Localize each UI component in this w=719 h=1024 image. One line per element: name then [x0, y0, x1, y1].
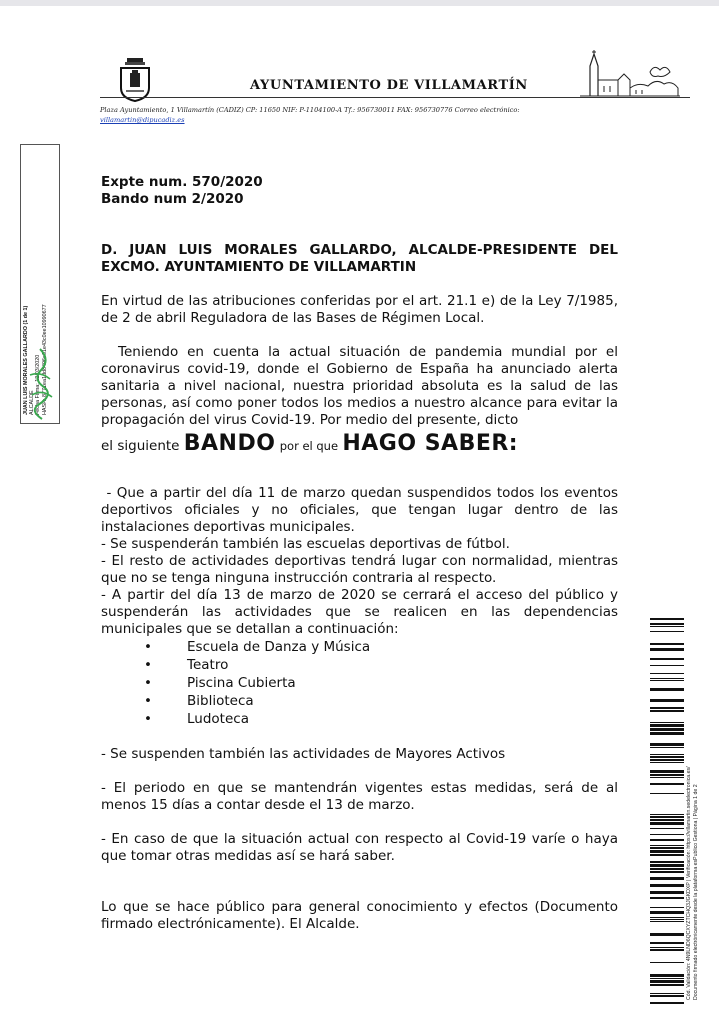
church-skyline-icon [578, 50, 682, 100]
signer-name: JUAN LUIS MORALES GALLARDO (1 de 1) [23, 305, 29, 415]
barcode-bar [650, 861, 684, 863]
facilities-list [101, 638, 618, 728]
list-item [101, 692, 618, 710]
list-item [101, 656, 618, 674]
barcode-bar [650, 724, 684, 727]
list-item [101, 710, 618, 728]
barcode-bar [650, 816, 684, 818]
expedient-number: Expte num. 570/2020 [101, 174, 263, 190]
barcode-bar [650, 839, 684, 841]
barcode-bar [650, 834, 684, 835]
barcode-bar [650, 673, 684, 674]
organization-title: AYUNTAMIENTO DE VILLAMARTÍN [250, 78, 528, 93]
barcode-bar [650, 947, 684, 948]
barcode-bar [650, 962, 684, 963]
barcode-bar [650, 732, 684, 735]
barcode-bar [650, 917, 684, 918]
barcode-bar [650, 993, 684, 994]
measure-mayores-activos: - Se suspenden también las actividades de Mayores Activos [101, 746, 506, 762]
barcode-bar [650, 980, 684, 983]
barcode-bar [650, 658, 684, 660]
bando-pre-text: el siguiente [101, 438, 180, 454]
barcode-bar [650, 643, 684, 645]
barcode-bar [650, 984, 684, 986]
validation-block [650, 618, 702, 1004]
facility-name: Biblioteca [187, 693, 254, 709]
address-line: Plaza Ayuntamiento, 1 Villamartín (CADIZ) CP: 11650 NIF: P-1104100-A Tf.: 956730011 FAX: 956730776 Correo electrónico: [100, 106, 520, 114]
barcode-bar [650, 911, 684, 914]
barcode-bar [650, 743, 684, 746]
barcode-bar [650, 728, 684, 731]
barcode-bar [650, 814, 684, 815]
barcode-bar [650, 678, 684, 679]
bullet-icon: • [144, 639, 152, 655]
barcode-bar [650, 819, 684, 821]
barcode-bar [650, 623, 684, 625]
barcode-bar [650, 850, 684, 853]
handwritten-signature-icon [24, 345, 56, 423]
barcode-bar [650, 884, 684, 887]
barcode-bar [650, 907, 684, 908]
barcode-bar [650, 1002, 684, 1004]
barcode-bar [650, 854, 684, 856]
barcode-icon [650, 618, 684, 1004]
barcode-bar [650, 822, 684, 825]
measure-updates: - En caso de que la situación actual con respecto al Covid-19 varíe o haya que tomar otras medidas así se hará saber. [101, 831, 618, 864]
barcode-bar [650, 891, 684, 894]
document-page [0, 6, 719, 1024]
closing-paragraph: Lo que se hace público para general conocimiento y efectos (Documento firmado electrónicamente). El Alcalde. [101, 899, 618, 932]
barcode-bar [650, 774, 684, 776]
barcode-bar [650, 949, 684, 951]
barcode-bar [650, 707, 684, 709]
list-item [101, 674, 618, 692]
validation-code: Cód. Validación: 4N9LND6QCXYZTCHQ3JGKDXP | Verificación: https://villamartin.sedelectronica.es/ [686, 766, 692, 1000]
barcode-bar [650, 770, 684, 773]
barcode-bar [650, 919, 684, 920]
context-paragraph: Teniendo en cuenta la actual situación de pandemia mundial por el coronavirus covid-19, donde el Gobierno de España ha anunciado alerta sanitaria a nivel nacional, nuestra prioridad absoluta es la salud de las personas, así como poner todos los medios a nuestro alcance para evitar la propagación del virus Covid-19. Por medio del presente, dicto [101, 344, 618, 428]
barcode-bar [650, 871, 684, 873]
verification-text [686, 614, 699, 1000]
measure-duration: - El periodo en que se mantendrán vigentes estas medidas, será de al menos 15 días a contar desde el 13 de marzo. [101, 780, 618, 813]
barcode-bar [650, 665, 684, 666]
barcode-bar [650, 793, 684, 794]
header-divider [100, 97, 690, 98]
bando-word: BANDO [183, 431, 276, 456]
barcode-bar [650, 974, 684, 977]
barcode-bar [650, 756, 684, 758]
mayor-heading: D. JUAN LUIS MORALES GALLARDO, ALCALDE-PRESIDENTE DEL EXCMO. AYUNTAMIENTO DE VILLAMARTIN [101, 242, 618, 275]
barcode-bar [650, 847, 684, 849]
barcode-bar [650, 648, 684, 651]
bullet-icon: • [144, 657, 152, 673]
barcode-bar [650, 897, 684, 899]
coat-of-arms-icon [118, 58, 152, 102]
facility-name: Teatro [187, 657, 229, 673]
document-body [101, 174, 623, 933]
barcode-bar [650, 680, 684, 681]
barcode-bar [650, 995, 684, 997]
barcode-bar [650, 921, 684, 922]
barcode-bar [650, 754, 684, 755]
barcode-bar [650, 722, 684, 723]
barcode-bar [650, 699, 684, 702]
barcode-bar [650, 762, 684, 763]
platform-notice: Documento firmado electrónicamente desde la plataforma esPublico Gestiona | Página 1 de 2 [692, 784, 699, 1000]
signature-stamp [20, 144, 60, 424]
measure-sports-events: - Que a partir del día 11 de marzo quedan suspendidos todos los eventos deportivos oficiales y no oficiales, que tengan lugar dentro de las instalaciones deportivas municipales. [101, 485, 623, 535]
barcode-bar [650, 618, 684, 620]
hago-saber-word: HAGO SABER: [342, 431, 519, 456]
barcode-bar [650, 777, 684, 778]
signature-hash: HASH: 8771ea1dd8496e01e43c0ee10990677 [41, 304, 48, 415]
email-link[interactable]: villamartin@dipucadiz.es [100, 116, 185, 124]
barcode-bar [650, 845, 684, 846]
barcode-bar [650, 868, 684, 870]
bando-announcement [101, 431, 618, 456]
bullet-icon: • [144, 693, 152, 709]
barcode-bar [650, 688, 684, 691]
barcode-bar [650, 828, 684, 829]
bullet-icon: • [144, 711, 152, 727]
facility-name: Piscina Cubierta [187, 675, 296, 691]
facility-name: Escuela de Danza y Música [187, 639, 371, 655]
barcode-bar [650, 978, 684, 979]
letterhead [100, 50, 690, 124]
barcode-bar [650, 710, 684, 712]
signature-date: Fecha Firma: 12/03/2020 [35, 354, 42, 415]
bando-mid-text: por el que [279, 439, 339, 453]
measure-public-closure: - A partir del día 13 de marzo de 2020 se cerrará el acceso del público y suspenderán las actividades que se realicen en las dependencias municipales que se detallan a continuación: [101, 587, 618, 637]
barcode-bar [650, 877, 684, 880]
barcode-bar [650, 783, 684, 785]
bullet-icon: • [144, 675, 152, 691]
signer-role: ALCALDE [29, 390, 36, 415]
barcode-bar [650, 759, 684, 761]
barcode-bar [650, 942, 684, 944]
list-item [101, 638, 618, 656]
barcode-bar [650, 626, 684, 627]
legal-basis-paragraph: En virtud de las atribuciones conferidas por el art. 21.1 e) de la Ley 7/1985, de 2 de abril Reguladora de las Bases de Régimen Local. [101, 293, 618, 326]
facility-name: Ludoteca [187, 711, 249, 727]
barcode-bar [650, 933, 684, 936]
barcode-bar [650, 631, 684, 632]
barcode-bar [650, 747, 684, 748]
measure-football-schools: - Se suspenderán también las escuelas deportivas de fútbol. [101, 536, 510, 552]
measure-other-sports: - El resto de actividades deportivas tendrá lugar con normalidad, mientras que no se tenga ninguna instrucción contraria al respecto. [101, 553, 618, 586]
barcode-bar [650, 864, 684, 867]
bando-number: Bando num 2/2020 [101, 191, 244, 207]
